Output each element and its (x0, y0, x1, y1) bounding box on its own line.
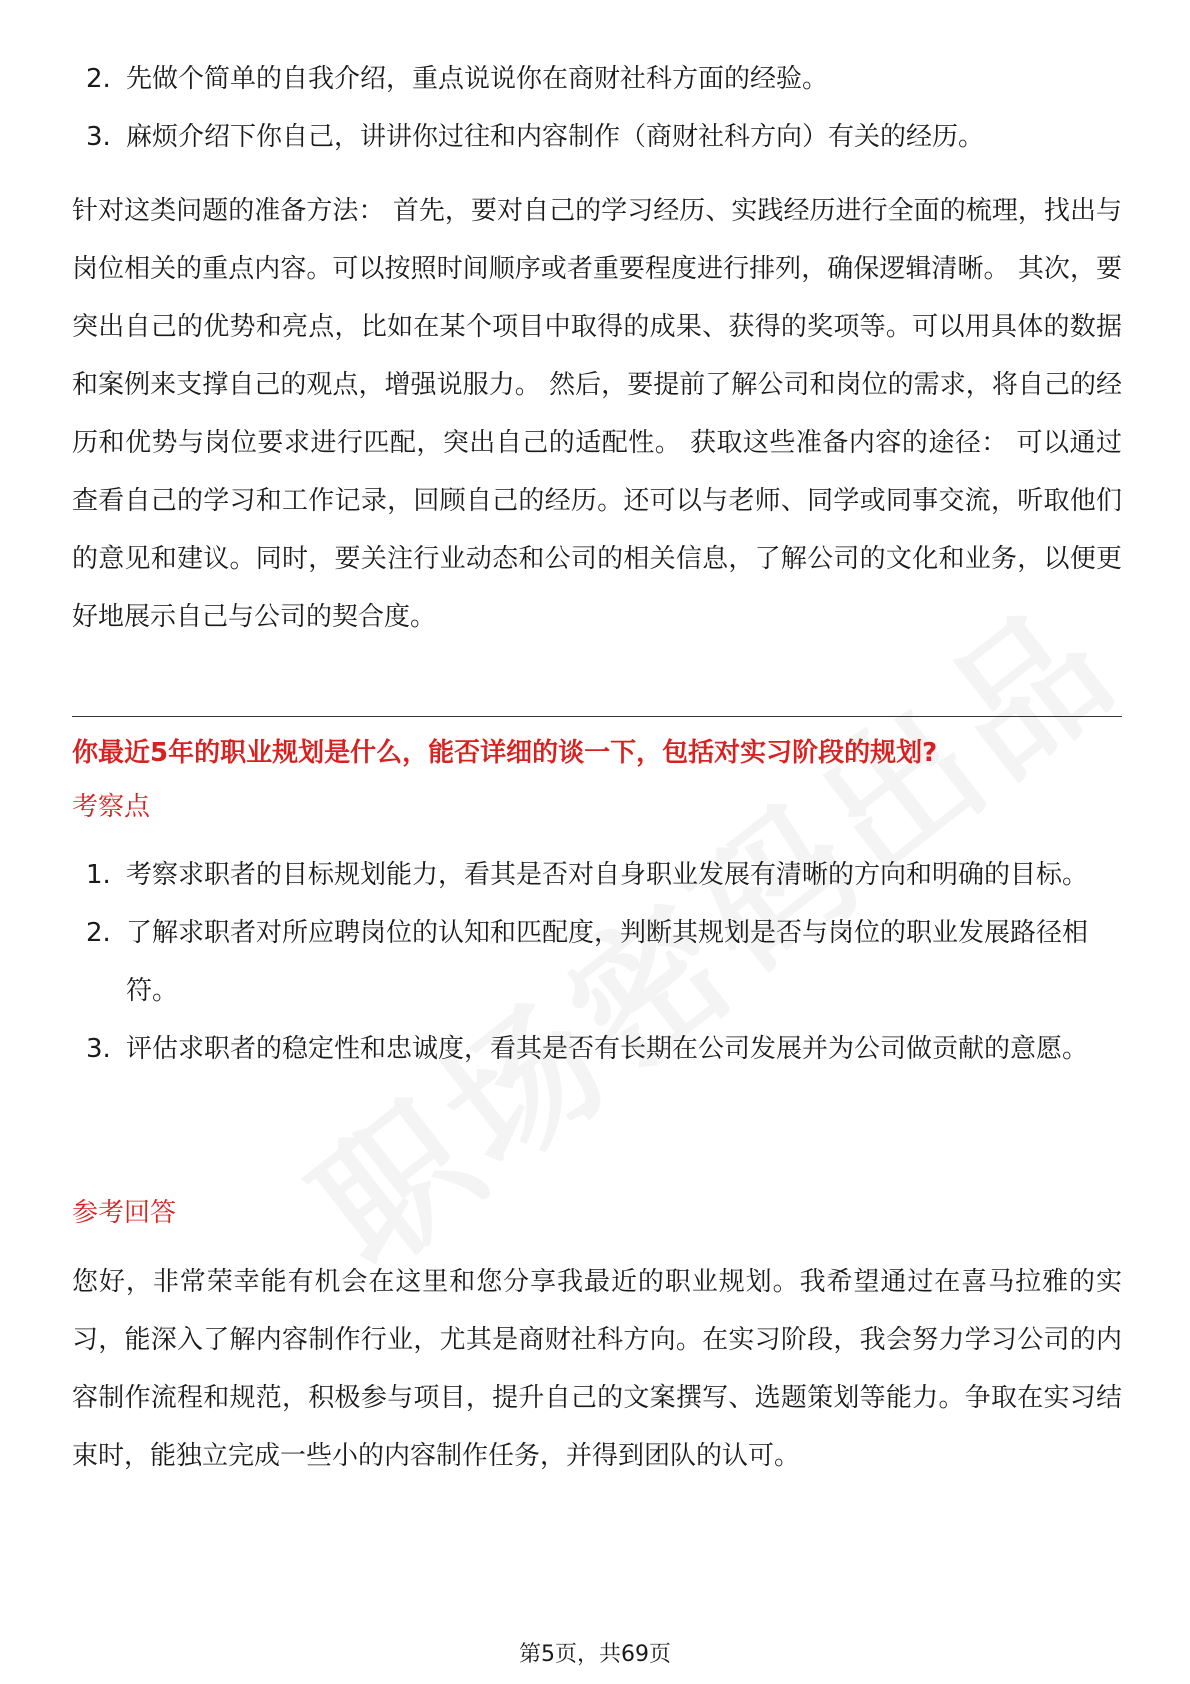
assessment-points-list (72, 846, 1122, 1078)
list-item (72, 1020, 1122, 1078)
section-divider (72, 716, 1122, 717)
reference-answer-heading: 参考回答 (72, 1198, 177, 1228)
list-item (72, 108, 1122, 166)
intro-question-list (72, 50, 1122, 166)
list-item-number: 2. (86, 918, 111, 948)
list-item-number: 3. (86, 122, 111, 152)
list-item (72, 904, 1122, 1020)
list-item-text: 考察求职者的目标规划能力，看其是否对自身职业发展有清晰的方向和明确的目标。 (126, 860, 1089, 890)
list-item-text: 麻烦介绍下你自己，讲讲你过往和内容制作（商财社科方向）有关的经历。 (126, 122, 985, 152)
list-item-text: 评估求职者的稳定性和忠诚度，看其是否有长期在公司发展并为公司做贡献的意愿。 (126, 1034, 1089, 1064)
list-item-number: 3. (86, 1034, 111, 1064)
question-title: 你最近5年的职业规划是什么，能否详细的谈一下，包括对实习阶段的规划? (72, 738, 938, 768)
list-item-number: 2. (86, 64, 111, 94)
list-item-text: 先做个简单的自我介绍，重点说说你在商财社科方面的经验。 (126, 64, 829, 94)
preparation-paragraph: 针对这类问题的准备方法： 首先，要对自己的学习经历、实践经历进行全面的梳理，找出与岗位相关的重点内容。可以按照时间顺序或者重要程度进行排列，确保逻辑清晰。 其次，要突出自己的优势和亮点，比如在某个项目中取得的成果、获得的奖项等。可以用具体的数据和案例来支撑自己的观点，增强说服力。 然后，要提前了解公司和岗位的需求，将自己的经历和优势与岗位要求进行匹配，突出自己的适配性。 获取这些准备内容的途径： 可以通过查看自己的学习和工作记录，回顾自己的经历。还可以与老师、同学或同事交流，听取他们的意见和建议。同时，要关注行业动态和公司的相关信息，了解公司的文化和业务，以便更好地展示自己与公司的契合度。 (72, 196, 1122, 632)
list-item-number: 1. (86, 860, 111, 890)
page-number-footer: 第5页，共69页 (519, 1642, 671, 1667)
reference-answer-paragraph: 您好，非常荣幸能有机会在这里和您分享我最近的职业规划。我希望通过在喜马拉雅的实习，能深入了解内容制作行业，尤其是商财社科方向。在实习阶段，我会努力学习公司的内容制作流程和规范，积极参与项目，提升自己的文案撰写、选题策划等能力。争取在实习结束时，能独立完成一些小的内容制作任务，并得到团队的认可。 (72, 1267, 1122, 1471)
list-item (72, 50, 1122, 108)
list-item-text: 了解求职者对所应聘岗位的认知和匹配度，判断其规划是否与岗位的职业发展路径相符。 (126, 918, 1089, 1006)
list-item (72, 846, 1122, 904)
assessment-points-heading: 考察点 (72, 792, 151, 822)
